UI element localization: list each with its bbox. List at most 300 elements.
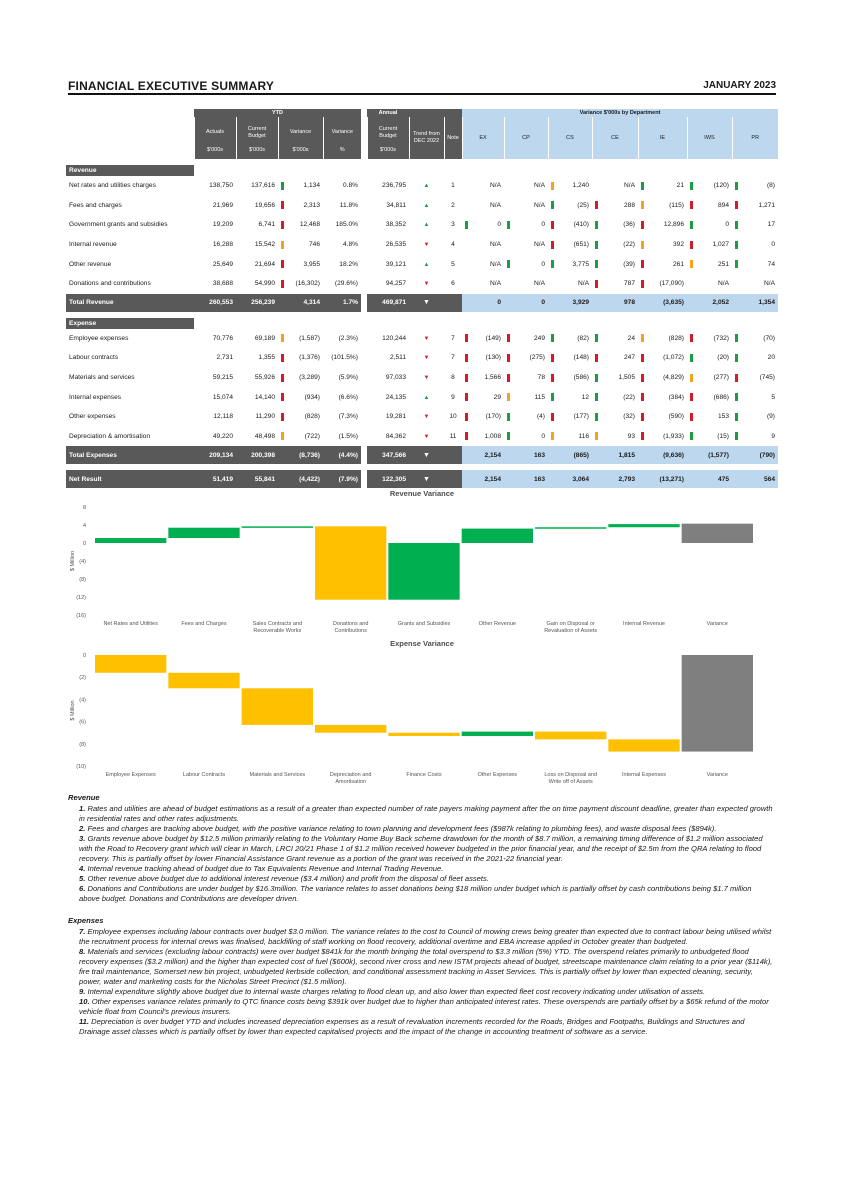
revenue-notes-heading: Revenue <box>68 793 100 802</box>
dept-variance-pr <box>732 235 778 255</box>
status-flag-green <box>595 374 598 382</box>
status-flag-orange <box>281 432 284 440</box>
note-number: 9. <box>79 987 86 997</box>
note-ref: 7 <box>451 354 455 362</box>
dept-group-header: Variance $'000s by Department <box>462 109 778 117</box>
variance-pct-value: 11.8% <box>339 201 358 209</box>
x-tick-label: Materials and Services <box>249 772 306 778</box>
x-tick-label: Fees and Charges <box>181 621 227 627</box>
dept-amount: (170) <box>485 413 501 421</box>
dept-amount: (120) <box>713 182 729 190</box>
actuals-value: 2,731 <box>216 354 233 362</box>
note-text: Depreciation is over budget YTD and includes increased depreciation expenses as a result of revaluation increments recorded for the Roads, Bridges and Footpaths, Buildings and Structures and Drainage asset classes which is partially offset by lower than expected capitalised projects and the impact of the change in accounting treatment of software as a service. <box>79 1017 745 1037</box>
dept-amount: 1,271 <box>758 201 775 209</box>
dept-total-ie: (9,636) <box>638 446 687 464</box>
dept-amount: (9) <box>766 413 775 421</box>
note-header: Note <box>444 117 462 159</box>
status-flag-green <box>595 334 598 342</box>
dept-variance-cp <box>504 196 548 216</box>
annual-budget-value: 2,511 <box>389 354 406 362</box>
y-tick-label: (8) <box>79 741 86 748</box>
status-flag-red <box>465 413 468 421</box>
dept-variance-ie <box>638 407 687 427</box>
status-flag-red <box>465 432 468 440</box>
dept-amount: (686) <box>713 393 729 401</box>
dept-amount: 5 <box>771 393 775 401</box>
annual-budget-value: 38,352 <box>385 221 406 229</box>
variance-header <box>278 117 323 159</box>
variance-total: (8,736) <box>278 446 323 464</box>
dept-header-ie: IE <box>638 117 687 159</box>
status-flag-red <box>465 374 468 382</box>
actuals-value: 59,215 <box>212 374 233 382</box>
annual-budget-header-unit: $'000s <box>379 146 397 153</box>
dept-amount: (384) <box>668 393 684 401</box>
dept-amount: (20) <box>717 354 729 362</box>
budget-total: 200,398 <box>236 446 278 464</box>
note-text: Other expenses variance relates primarily to QTC finance costs being $391k over budget due to higher than anticipated interest rates. These overspends are partially offset by a $65k refund of the motor vehicle float from Council's previous insurers. <box>79 997 769 1017</box>
dept-variance-ex <box>462 196 504 216</box>
dept-header-iws: IWS <box>687 117 732 159</box>
dept-variance-ce <box>592 274 638 294</box>
status-flag-green <box>595 413 598 421</box>
dept-variance-cp <box>504 235 548 255</box>
dept-amount: 0 <box>541 260 545 268</box>
revenue-section <box>66 165 778 176</box>
dept-amount: (590) <box>668 413 684 421</box>
variance-value <box>278 176 323 196</box>
dept-variance-ce <box>592 407 638 427</box>
dept-total-ce: 1,815 <box>592 446 638 464</box>
note-ref <box>444 470 462 488</box>
dept-amount: (732) <box>713 334 729 342</box>
annual-budget-value: 34,811 <box>386 201 406 209</box>
status-flag-green <box>551 393 554 401</box>
status-flag-green <box>507 432 510 440</box>
dept-variance-pr <box>732 427 778 447</box>
status-flag-green <box>735 432 738 440</box>
budget-value: 19,656 <box>254 201 275 209</box>
blank-cell <box>66 109 194 117</box>
variance-amount: 12,468 <box>299 221 320 229</box>
variance-amount: (1,587) <box>299 334 320 342</box>
note-text: Rates and utilities are ahead of budget estimations as a result of a greater than expected number of rate payers making payment after the on time payment discount deadline, greater than expected growth in residential rates and other rates adjustments. <box>79 804 773 824</box>
dept-amount: N/A <box>534 182 545 190</box>
dept-amount: (70) <box>763 334 775 342</box>
status-flag-red <box>595 280 598 288</box>
dept-amount: (651) <box>573 241 589 249</box>
actuals-value: 15,074 <box>212 393 233 401</box>
status-flag-green <box>735 413 738 421</box>
dept-variance-cs <box>548 274 592 294</box>
note-number: 11. <box>79 1017 89 1027</box>
dept-variance-cp <box>504 387 548 407</box>
status-flag-green <box>735 241 738 249</box>
variance-pct-value: (6.6%) <box>338 393 358 401</box>
dept-header-ex: EX <box>462 117 504 159</box>
note-ref: 7 <box>451 334 455 342</box>
status-flag-red <box>507 354 510 362</box>
annual-budget-value: 26,535 <box>385 241 406 249</box>
variance-total: (4,422) <box>278 470 323 488</box>
note-item <box>68 1017 774 1037</box>
dept-variance-ce <box>592 196 638 216</box>
variance-pct-header-label: Variance <box>331 129 353 136</box>
status-flag-green <box>551 201 554 209</box>
dept-amount: 1,240 <box>572 182 589 190</box>
budget-value: 54,990 <box>254 280 275 288</box>
dept-amount: 12 <box>581 393 589 401</box>
financial-summary-table <box>66 109 778 488</box>
variance-pct-total: 1.7% <box>323 294 361 312</box>
dept-amount: (277) <box>713 374 729 382</box>
dept-amount: 24 <box>627 334 635 342</box>
variance-pct-value: 18.2% <box>339 260 358 268</box>
dept-amount: 20 <box>767 354 775 362</box>
bar-8 <box>682 524 753 543</box>
status-flag-red <box>641 393 644 401</box>
dept-header-ce: CE <box>592 117 638 159</box>
status-flag-red <box>551 413 554 421</box>
dept-amount: (15) <box>717 432 729 440</box>
y-tick-label: (12) <box>76 595 86 601</box>
x-tick-label: Variance <box>706 621 728 627</box>
dept-variance-cs <box>548 427 592 447</box>
dept-variance-ex <box>462 348 504 368</box>
dept-amount: 115 <box>534 393 545 401</box>
row-label: Government grants and subsidies <box>69 221 168 229</box>
status-flag-green <box>690 182 693 190</box>
dept-amount: 12,896 <box>663 221 684 229</box>
status-flag-green <box>507 260 510 268</box>
variance-header-unit: $'000s <box>292 146 309 153</box>
net-result-row-label: Net Result <box>66 470 194 488</box>
table-row <box>66 329 778 349</box>
actuals-header-unit: $'000s <box>206 146 224 153</box>
trend-indicator <box>409 368 444 388</box>
bar-4 <box>388 733 459 736</box>
dept-variance-ie <box>638 387 687 407</box>
dept-variance-iws <box>687 274 732 294</box>
status-flag-red <box>641 221 644 229</box>
dept-amount: (1,072) <box>663 354 684 362</box>
note-text: Employee expenses including labour contracts over budget $3.0 million. The variance relates to the cost to Council of mowing crews being greater than expected due to contract labour being utilised whilst the recruitment process for internal crews was finalised, backfilling of staff working on flood recovery, additional overtime and EBA increase applied in October greater than budgeted. <box>79 927 772 947</box>
status-flag-orange <box>595 432 598 440</box>
dept-variance-ie <box>638 274 687 294</box>
bar-8 <box>682 655 753 752</box>
row-label: Internal revenue <box>69 241 117 249</box>
dept-amount: (22) <box>623 393 635 401</box>
dept-variance-ex <box>462 176 504 196</box>
row-label: Internal expenses <box>69 393 122 401</box>
x-tick-label: Employee Expenses <box>105 772 156 778</box>
dept-total-iws: (1,577) <box>687 446 732 464</box>
variance-value <box>278 254 323 274</box>
status-flag-green <box>735 393 738 401</box>
dept-variance-ex <box>462 407 504 427</box>
status-flag-green <box>551 334 554 342</box>
dept-variance-cs <box>548 368 592 388</box>
trend-down-icon: ▼ <box>423 335 430 342</box>
dept-amount: N/A <box>534 280 545 288</box>
dept-amount: 249 <box>533 334 545 342</box>
x-tick-label: Labour Contracts <box>182 772 226 778</box>
status-flag-red <box>281 201 284 209</box>
dept-total-cs: 3,929 <box>548 294 592 312</box>
dept-amount: 787 <box>623 280 635 288</box>
dept-variance-ex <box>462 254 504 274</box>
dept-total-ex: 0 <box>462 294 504 312</box>
column-header-row <box>66 117 778 159</box>
row-label: Materials and services <box>69 374 135 382</box>
x-tick-label: Loss on Disposal and Write off of Assets <box>544 772 597 785</box>
table-row <box>66 368 778 388</box>
dept-amount: (149) <box>485 334 501 342</box>
dept-variance-cp <box>504 176 548 196</box>
note-text: Internal revenue tracking ahead of budget due to Tax Equivalents Revenue and Internal Trading Revenue. <box>87 864 444 874</box>
dept-amount: 29 <box>493 393 501 401</box>
dept-amount: (1,933) <box>663 432 684 440</box>
dept-total-ce: 978 <box>592 294 638 312</box>
dept-variance-cs <box>548 348 592 368</box>
annual-group-header: Annual <box>367 109 409 117</box>
note-number: 6. <box>79 884 86 894</box>
trend-indicator <box>409 348 444 368</box>
dept-variance-ie <box>638 235 687 255</box>
x-tick-label: Other Expenses <box>477 772 518 778</box>
trend-up-icon: ▲ <box>423 222 430 229</box>
y-tick-label: 8 <box>82 505 86 511</box>
dept-variance-ex <box>462 329 504 349</box>
dept-variance-ce <box>592 368 638 388</box>
budget-value: 14,140 <box>254 393 275 401</box>
dept-total-cs: (865) <box>548 446 592 464</box>
status-flag-red <box>641 374 644 382</box>
budget-value: 11,290 <box>255 413 275 421</box>
dept-amount: 153 <box>717 413 729 421</box>
note-item <box>68 997 774 1017</box>
note-item <box>68 834 774 864</box>
x-tick-label: Donations and Contributions <box>332 621 369 634</box>
status-flag-red <box>641 280 644 288</box>
trend-up-icon: ▲ <box>423 394 430 401</box>
status-flag-green <box>641 182 644 190</box>
dept-amount: N/A <box>534 241 545 249</box>
dept-amount: 93 <box>627 432 635 440</box>
variance-pct-header <box>323 117 361 159</box>
dept-amount: 74 <box>767 260 775 268</box>
dept-variance-cs <box>548 196 592 216</box>
dept-variance-pr <box>732 348 778 368</box>
variance-value <box>278 427 323 447</box>
dept-amount: 0 <box>771 241 775 249</box>
dept-variance-cp <box>504 368 548 388</box>
dept-total-ce: 2,793 <box>592 470 638 488</box>
status-flag-red <box>281 280 284 288</box>
annual-total: 347,566 <box>367 446 409 464</box>
variance-value <box>278 196 323 216</box>
dept-amount: 0 <box>725 221 729 229</box>
current-budget-header <box>236 117 278 159</box>
dept-amount: (32) <box>623 413 635 421</box>
net-result-row <box>66 470 778 488</box>
dept-amount: 3,775 <box>572 260 589 268</box>
status-flag-green <box>507 221 510 229</box>
status-flag-red <box>281 413 284 421</box>
bar-3 <box>315 725 386 733</box>
dept-variance-cs <box>548 176 592 196</box>
trend-indicator <box>409 470 444 488</box>
status-flag-green <box>595 221 598 229</box>
row-label: Depreciation & amortisation <box>69 432 150 440</box>
dept-amount: 288 <box>623 201 635 209</box>
variance-pct-value: (5.9%) <box>338 374 358 382</box>
status-flag-green <box>281 182 284 190</box>
dept-variance-cs <box>548 254 592 274</box>
dept-variance-ie <box>638 215 687 235</box>
y-tick-label: 0 <box>82 653 86 659</box>
trend-indicator <box>409 196 444 216</box>
dept-variance-pr <box>732 329 778 349</box>
variance-value <box>278 235 323 255</box>
note-text: Grants revenue above budget by $12.5 million primarily relating to the Voluntary Home Buy Back scheme drawdown for the month of $8.7 million, a remaining timing difference of $1.2 million associated with the Road to Recovery grant which will clear in March, LRCI 20/21 Phase 1 of $1.2 million received however budgeted in the prior financial year, and the receipt of $2.5m from the QRA relating to flood recovery. This is partially offset by lower Financial Assistance Grant revenue as a portion of the grant was received in the 2021-22 financial year. <box>79 834 763 864</box>
dept-variance-cp <box>504 407 548 427</box>
table-row <box>66 176 778 196</box>
variance-amount: 3,955 <box>303 260 320 268</box>
annual-budget-value: 97,033 <box>385 374 406 382</box>
variance-amount: (934) <box>304 393 320 401</box>
trend-down-icon: ▼ <box>423 281 430 288</box>
dept-variance-iws <box>687 387 732 407</box>
budget-value: 55,926 <box>254 374 275 382</box>
dept-amount: (36) <box>623 221 635 229</box>
dept-variance-ce <box>592 176 638 196</box>
status-flag-red <box>551 221 554 229</box>
note-text: Internal expenditure slightly above budget due to internal waste charges relating to flood clean up, and also lower than expected fleet cost recovery indicating under utilisation of assets. <box>87 987 706 997</box>
status-flag-orange <box>690 260 693 268</box>
variance-pct-value: (7.3%) <box>338 413 358 421</box>
y-tick-label: 4 <box>82 523 86 529</box>
revenue-chart-title: Revenue Variance <box>389 489 455 498</box>
expense-section-label: Expense <box>66 318 194 329</box>
variance-pct-value: 4.8% <box>342 241 358 249</box>
dept-amount: N/A <box>718 280 729 288</box>
bar-0 <box>95 655 166 673</box>
status-flag-red <box>507 334 510 342</box>
status-flag-green <box>465 221 468 229</box>
dept-amount: (745) <box>759 374 775 382</box>
actuals-header-label: Actuals <box>205 129 225 136</box>
bar-5 <box>462 529 533 543</box>
dept-variance-iws <box>687 215 732 235</box>
variance-pct-value: 185.0% <box>335 221 358 229</box>
dept-amount: (39) <box>623 260 635 268</box>
x-tick-label: Internal Revenue <box>623 621 665 627</box>
status-flag-orange <box>641 334 644 342</box>
dept-variance-ce <box>592 427 638 447</box>
trend-indicator <box>409 294 444 312</box>
revenue-variance-svg <box>66 489 778 639</box>
annual-budget-value: 39,121 <box>385 260 406 268</box>
dept-header-cp: CP <box>504 117 548 159</box>
dept-variance-iws <box>687 235 732 255</box>
x-tick-label: Net Rates and Utilities <box>103 621 158 627</box>
dept-amount: 0 <box>497 221 501 229</box>
dept-total-cs: 3,064 <box>548 470 592 488</box>
status-flag-red <box>507 374 510 382</box>
note-text: Other revenue above budget due to additional interest revenue ($3.4 million) and profit from the disposal of fleet assets. <box>87 874 489 884</box>
dept-total-pr: 564 <box>732 470 778 488</box>
table-row <box>66 215 778 235</box>
note-number: 7. <box>79 927 86 937</box>
dept-variance-cp <box>504 329 548 349</box>
y-tick-label: 0 <box>82 541 86 547</box>
variance-pct-value: (2.3%) <box>338 334 358 342</box>
budget-value: 137,616 <box>251 182 275 190</box>
dept-amount: (8) <box>766 182 775 190</box>
budget-total: 256,239 <box>236 294 278 312</box>
trend-indicator <box>409 254 444 274</box>
y-tick-label: (2) <box>79 675 86 682</box>
ytd-group-header: YTD <box>194 109 361 117</box>
actuals-total: 209,134 <box>194 446 236 464</box>
table-row <box>66 274 778 294</box>
trend-indicator <box>409 274 444 294</box>
expense-notes-heading: Expenses <box>68 916 104 926</box>
total-expenses-row <box>66 446 778 464</box>
dept-variance-cp <box>504 215 548 235</box>
dept-variance-ce <box>592 254 638 274</box>
trend-indicator <box>409 235 444 255</box>
note-ref <box>444 446 462 464</box>
dept-amount: (22) <box>623 241 635 249</box>
current-budget-header-label: Current Budget <box>247 125 267 139</box>
actuals-value: 16,288 <box>212 241 233 249</box>
dept-amount: N/A <box>578 280 589 288</box>
table-row <box>66 235 778 255</box>
status-flag-orange <box>641 241 644 249</box>
expense-chart-title: Expense Variance <box>390 639 454 648</box>
note-ref <box>444 294 462 312</box>
trend-indicator <box>409 446 444 464</box>
dept-variance-cp <box>504 427 548 447</box>
budget-value: 69,189 <box>254 334 275 342</box>
dept-amount: (828) <box>668 334 684 342</box>
trend-down-icon: ▼ <box>423 451 430 459</box>
row-label: Other revenue <box>69 260 112 268</box>
commentary-notes <box>68 793 774 1037</box>
dept-header-pr: PR <box>732 117 778 159</box>
status-flag-red <box>281 221 284 229</box>
trend-down-icon: ▼ <box>423 299 430 307</box>
status-flag-green <box>735 334 738 342</box>
variance-pct-total: (7.9%) <box>323 470 361 488</box>
trend-down-icon: ▼ <box>423 475 430 483</box>
note-number: 10. <box>79 997 90 1007</box>
dept-variance-pr <box>732 387 778 407</box>
variance-amount: 2,313 <box>303 201 320 209</box>
y-tick-label: (4) <box>79 697 86 704</box>
status-flag-green <box>595 393 598 401</box>
bar-1 <box>168 528 239 538</box>
dept-amount: N/A <box>764 280 775 288</box>
status-flag-green <box>595 260 598 268</box>
dept-total-cp: 163 <box>504 470 548 488</box>
status-flag-red <box>551 354 554 362</box>
dept-amount: 116 <box>578 432 589 440</box>
x-tick-label: Finance Costs <box>406 772 442 778</box>
bar-7 <box>608 524 679 527</box>
